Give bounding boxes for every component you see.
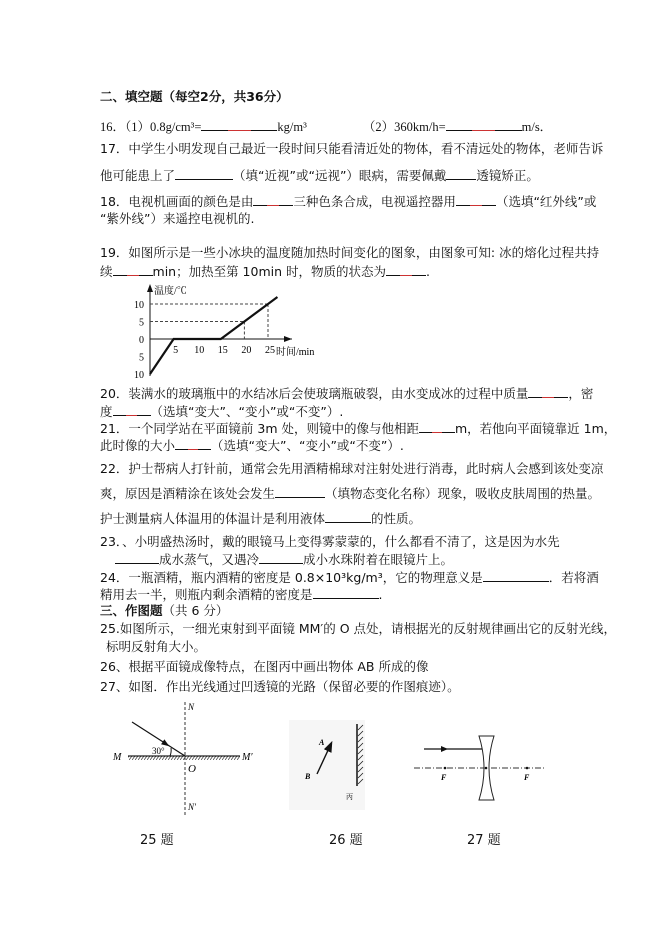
label-A: A [319,738,325,747]
y-axis-label: 温度/℃ [154,286,187,297]
y-tick-label: 0 [139,335,144,346]
text: （填物态变化名称）现象，吸收皮肤周围的热量。 [325,486,601,501]
text: 此时像的大小 [100,438,176,453]
text: 18．电视机画面的颜色是由 [100,194,254,209]
y-tick-label: 10 [134,300,144,311]
text: （选填“变大”、“变小”或“不变”）. [150,404,344,419]
text: . [378,587,383,602]
q23-line1: 23．、小明盛热汤时，戴的眼镜马上变得雾蒙蒙的，什么都看不清了，这是因为水先 [100,534,560,549]
label-bing: 丙 [346,793,353,801]
text: ，密 [568,386,594,401]
q22-line1: 22．护士帮病人打针前，通常会先用酒精棉球对注射处进行消毒，此时病人会感到该处变凉 [100,461,604,476]
figure-27-concave-lens [414,736,546,800]
text: 成水蒸气，又遇冷 [159,552,260,567]
label-angle: 30° [152,746,165,756]
text: ．若将酒 [548,570,599,585]
x-tick-label: 25 [265,345,275,356]
text: 24．一瓶酒精，瓶内酒精的密度是 0.8×10³kg/m³，它的物理意义是 [100,570,483,585]
y-tick-label: 10 [134,370,144,381]
q25-line2: 标明反射角大小。 [106,639,207,654]
label-M-prime: M′ [242,752,253,763]
x-tick-label: 10 [194,345,205,356]
text: min；加热至第 10min 时，物质的状态为 [152,264,387,279]
section2-title: 二、填空题（每空2分，共36分） [100,89,289,104]
label-N-prime: N′ [188,802,196,812]
text: 三种色条合成，电视遥控器用 [293,194,456,209]
text: 成小水珠附着在眼镜片上。 [303,552,454,567]
text: 续 [100,264,113,279]
angle-arc [170,748,171,756]
q25-line1: 25.如图所示，一细光束射到平面镜 MM′的 O 点处，请根据光的反射规律画出它的反射光线， [100,621,617,636]
label-F-left: F [441,773,447,782]
text: . [426,264,430,279]
x-tick-label: 5 [173,345,179,356]
q27-line1: 27、如图．作出光线通过凹透镜的光路（保留必要的作图痕迹）。 [100,679,460,694]
text: 的性质。 [371,511,422,526]
text: 护士测量病人体温用的体温计是利用液体 [100,511,326,526]
caption-26: 26 题 [329,833,363,848]
text: 20．装满水的玻璃瓶中的水结冰后会使玻璃瓶破裂，由水变成冰的过程中质量 [100,386,529,401]
x-axis-label: 时间/min [276,347,315,358]
text: （选填“红外线”或 [495,194,597,209]
text: （选填“变大”、“变小”或“不变”）. [211,438,404,453]
text: 精用去一半，则瓶内剩余酒精的密度是 [100,587,313,602]
label-B: B [305,772,311,781]
y-tick-label: 5 [139,352,144,364]
q16-part1: 16．（1）0.8g/cm³= [100,120,202,134]
arrow-icon [441,746,448,752]
q17-line1: 17．中学生小明发现自己最近一段时间只能看清近处的物体，看不清远处的物体，老师告诉 [100,141,604,156]
text: （共 6 分） [162,603,229,618]
q16-unit2: m/s． [521,120,553,134]
x-tick-label: 15 [217,345,228,356]
caption-25: 25 题 [140,833,174,848]
text: 他可能患上了 [100,168,176,183]
q16-part2: （2）360km/h= [362,120,446,134]
caption-27: 27 题 [467,833,501,848]
y-tick-label: 5 [139,317,144,329]
q18-line2: “紫外线”）来遥控电视机的. [100,211,255,226]
label-O: O [188,763,196,775]
q16-unit1: kg/m³ [277,120,307,134]
text: 透镜矫正。 [476,168,539,183]
q19-line1: 19．如图所示是一些小冰块的温度随加热时间变化的图象，由图象可知: 冰的熔化过程共持 [100,245,600,260]
text: 爽，原因是酒精涂在该处会发生 [100,486,276,501]
text: 21．一个同学站在平面镜前 3m 处，则镜中的像与他相距 [100,421,419,436]
figure-26-plane-mirror [289,720,365,810]
x-tick-label: 20 [241,345,252,356]
figure-25-reflection [112,702,253,815]
label-F-right: F [524,773,530,782]
text: 三、作图题 [100,603,163,618]
text: 度 [100,404,113,419]
label-M: M [113,752,122,763]
text: （填“近视”或“远视”）眼病，需要佩戴 [233,168,447,183]
label-N: N [188,702,195,712]
q26-line1: 26、根据平面镜成像特点，在图丙中画出物体 AB 所成的像 [100,659,429,674]
text: m，若他向平面镜靠近 1m， [454,421,617,436]
